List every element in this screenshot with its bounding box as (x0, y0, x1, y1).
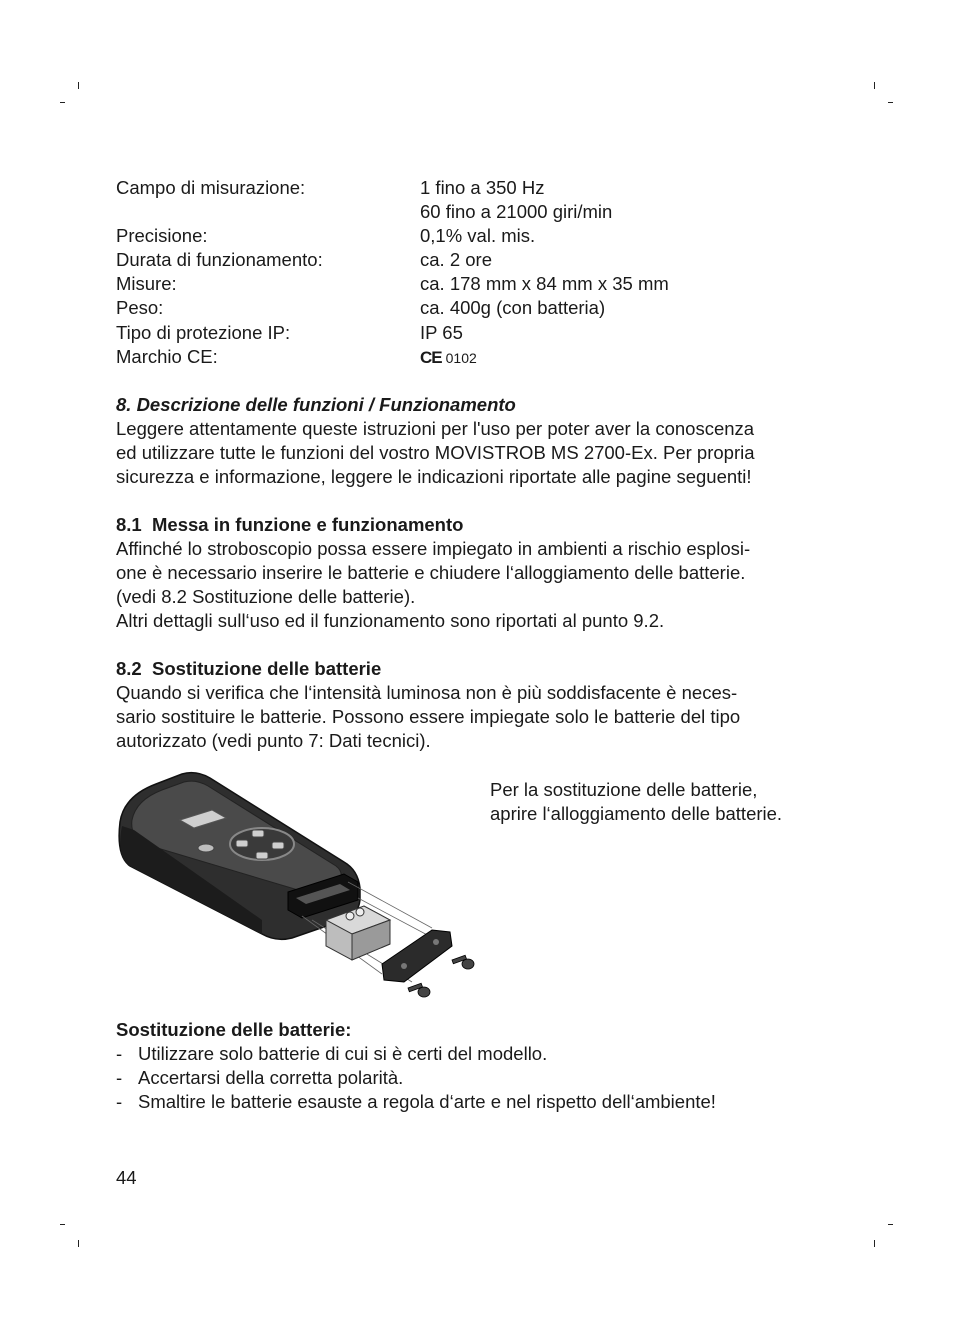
spec-value: ca. 400g (con batteria) (420, 297, 606, 319)
list-item-text: Utilizzare solo batterie di cui si è certi del modello. (138, 1043, 548, 1065)
spec-label: Misure: (116, 273, 177, 295)
paragraph-line: Leggere attentamente queste istruzioni per l'uso per poter aver la conoscenza (116, 418, 755, 440)
paragraph-line: Altri dettagli sull‘uso ed il funzionamento sono riportati al punto 9.2. (116, 610, 665, 632)
paragraph-line: ed utilizzare tutte le funzioni del vostro MOVISTROB MS 2700-Ex. Per propria (116, 442, 755, 464)
paragraph-line: sario sostituire le batterie. Possono essere impiegate solo le batterie del tipo (116, 706, 741, 728)
crop-mark (888, 102, 893, 103)
spec-label: Campo di misurazione: (116, 177, 306, 198)
list-item (116, 1042, 836, 1066)
section-title: Messa in funzione e funzionamento (152, 514, 464, 535)
specs-table (116, 176, 836, 370)
section-heading (116, 513, 826, 537)
crop-mark (60, 102, 65, 103)
spec-row (116, 321, 836, 345)
spec-value: ca. 178 mm x 84 mm x 35 mm (420, 273, 669, 295)
spec-label: Peso: (116, 297, 164, 319)
ce-number: 0102 (445, 349, 477, 366)
dash-bullet-icon: - (116, 1043, 123, 1065)
section-number: 8.1 (116, 514, 142, 535)
paragraph-line: (vedi 8.2 Sostituzione delle batterie). (116, 586, 416, 608)
spec-row-ce (116, 345, 836, 370)
spec-label (116, 200, 420, 224)
section-8-2 (116, 657, 826, 753)
paragraph-line: Quando si verifica che l‘intensità luminosa non è più soddisfacente è neces- (116, 682, 738, 704)
spec-value: ca. 2 ore (420, 249, 492, 271)
crop-mark (888, 1224, 893, 1225)
section-title: Sostituzione delle batterie (152, 658, 382, 679)
spec-value: IP 65 (420, 321, 463, 343)
section-8-1 (116, 513, 826, 633)
list-item-text: Smaltire le batterie esauste a regola d‘arte e nel rispetto dell‘ambiente! (138, 1091, 716, 1113)
spec-value: 60 fino a 21000 giri/min (420, 201, 613, 223)
figure-caption (490, 778, 830, 826)
spec-row (116, 224, 836, 248)
spec-row (116, 200, 836, 224)
list-item (116, 1090, 836, 1114)
spec-row (116, 272, 836, 296)
spec-value: 0,1% val. mis. (420, 225, 536, 247)
dash-bullet-icon: - (116, 1091, 123, 1113)
spec-row (116, 176, 836, 200)
stroboscope-device-icon (112, 770, 480, 1002)
section-heading (116, 657, 826, 681)
section-8 (116, 393, 826, 489)
spec-label: Marchio CE: (116, 345, 218, 367)
spec-label: Tipo di protezione IP: (116, 321, 291, 343)
spec-value: 1 fino a 350 Hz (420, 177, 545, 198)
caption-line: Per la sostituzione delle batterie, (490, 779, 758, 800)
spec-row (116, 248, 836, 272)
crop-mark (874, 1240, 875, 1247)
paragraph-line: one è necessario inserire le batterie e chiudere l‘alloggiamento delle batterie. (116, 562, 746, 584)
paragraph-line: autorizzato (vedi punto 7: Dati tecnici). (116, 730, 431, 752)
spec-label: Durata di funzionamento: (116, 249, 323, 271)
crop-mark (78, 1240, 79, 1247)
section-number: 8.2 (116, 658, 142, 679)
spec-value (420, 345, 836, 370)
section-heading: 8. Descrizione delle funzioni / Funzionamento (116, 394, 516, 415)
device-battery-illustration (112, 770, 480, 1002)
list-heading: Sostituzione delle batterie: (116, 1019, 352, 1040)
page-number: 44 (116, 1167, 137, 1188)
paragraph-line: sicurezza e informazione, leggere le indicazioni riportate alle pagine seguenti! (116, 466, 752, 488)
crop-mark (78, 82, 79, 89)
crop-mark (874, 82, 875, 89)
list-item (116, 1066, 836, 1090)
ce-mark-icon: CE (420, 347, 442, 367)
list-item-text: Accertarsi della corretta polarità. (138, 1067, 404, 1089)
battery-instructions (116, 1018, 836, 1114)
spec-row (116, 296, 836, 320)
paragraph-line: Affinché lo stroboscopio possa essere impiegato in ambienti a rischio esplosi- (116, 538, 751, 560)
dash-bullet-icon: - (116, 1067, 123, 1089)
spec-label: Precisione: (116, 225, 208, 247)
caption-line: aprire l‘alloggiamento delle batterie. (490, 803, 783, 825)
crop-mark (60, 1224, 65, 1225)
